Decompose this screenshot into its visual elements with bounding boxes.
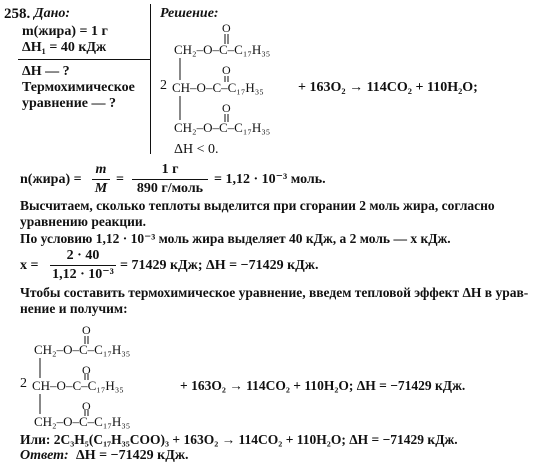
find-label-2: уравнение — ? [22,96,116,111]
text-line-1: Высчитаем, сколько теплоты выделится при сгорании 2 моль жира, согласно [20,198,495,213]
formula2-ch2-bot: CH₂–O–C–C₁₇H₃₅ [34,414,131,429]
fraction-denominator: 890 г/моль [136,181,204,196]
formula-o-2: O [222,63,231,77]
formula-ch2-top: CH₂–O–C–C₁₇H₃₅ [174,42,271,57]
moles-eq: = [116,172,124,187]
formula-coefficient: 2 [160,78,167,93]
formula2-ch2-top: CH₂–O–C–C₁₇H₃₅ [34,342,131,357]
problem-number: 258. [4,6,31,22]
fraction-numerator: 1 г [161,162,179,177]
x-rhs: = 71429 кДж; ΔH = −71429 кДж. [120,258,319,273]
x-denominator: 1,12 · 10⁻³ [52,267,114,282]
dh-negative: ΔH < 0. [174,142,219,157]
find-dh: ΔH — ? [22,64,70,79]
formula-o-3: O [222,101,231,115]
x-lhs: x = [20,258,39,273]
given-label: Дано: [34,6,70,21]
fraction-m: m [95,162,107,177]
formula2-o-2: O [82,363,91,377]
fraction-M: M [94,181,108,196]
solution-header: Решение: [160,6,219,21]
given-dh1: ΔH₁ = 40 кДж [22,40,107,55]
x-numerator: 2 · 40 [66,248,100,263]
text-line-6: нение и получим: [20,301,128,316]
text-line-5: Чтобы составить термохимическое уравнение, введем тепловой эффект ΔH в урав- [20,285,529,300]
formula2-coefficient: 2 [20,376,27,391]
answer-value: ΔH = −71429 кДж. [76,448,189,463]
formula-ch2-bot: CH₂–O–C–C₁₇H₃₅ [174,120,271,135]
reaction-products-top: + 163O₂ → 114CO₂ + 110H₂O; [298,80,478,95]
moles-result: = 1,12 · 10⁻³ моль. [214,172,326,187]
given-mass: m(жира) = 1 г [22,24,108,39]
reaction-products-bottom: + 163O₂ → 114CO₂ + 110H₂O; ΔH = −71429 кДж. [180,378,466,393]
moles-lhs: n(жира) = [20,172,82,187]
alternative-equation: Или: 2C₃H₅(C₁₇H₃₅COO)₃ + 163O₂ → 114CO₂ + 110H₂O; ΔH = −71429 кДж. [20,432,458,447]
answer-label: Ответ: [20,448,69,463]
formula2-ch-mid: CH–O–C–C₁₇H₃₅ [32,378,124,393]
find-label-1: Термохимическое [22,80,135,95]
formula-ch-mid: CH–O–C–C₁₇H₃₅ [172,80,264,95]
formula-o-1: O [222,21,231,35]
formula2-o-1: O [82,323,91,337]
formula2-o-3: O [82,399,91,413]
text-line-3: По условию 1,12 · 10⁻³ моль жира выделяет 40 кДж, а 2 моль — x кДж. [20,231,451,246]
text-line-2: уравнению реакции. [20,214,147,229]
